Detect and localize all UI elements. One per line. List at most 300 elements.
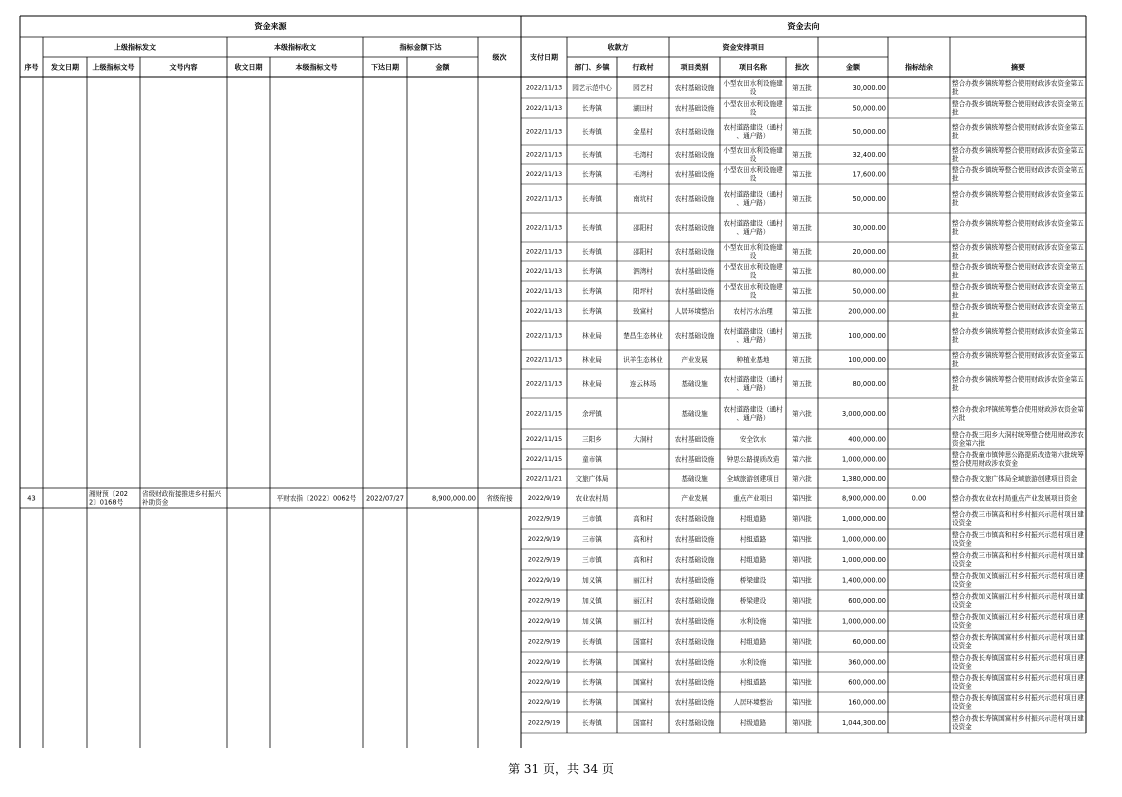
project-type: 农村基础设施 — [674, 247, 715, 256]
payee-dept: 林业局 — [582, 379, 602, 388]
amount-title: 指标金额下达 — [399, 43, 442, 52]
summary: 整合办拨乡镇统筹整合使用财政涉农资金第五 — [952, 243, 1084, 252]
summary — [952, 510, 1084, 527]
payee-village: 国富村 — [633, 637, 653, 646]
project-type — [675, 103, 715, 112]
pay-date: 2022/11/13 — [525, 105, 563, 113]
project-type — [675, 434, 715, 443]
payee-village: 园艺村 — [633, 83, 653, 92]
source-title: 资金来源 — [254, 22, 287, 32]
pay-amount: 30,000.00 — [852, 223, 886, 232]
pay-amount — [848, 435, 886, 443]
dest-title: 资金去向 — [787, 22, 820, 32]
summary: 整合办拨文旅广体局全域旅游创建项目资金 — [952, 474, 1078, 483]
pay-amount — [848, 332, 886, 340]
batch: 第四批 — [792, 514, 812, 523]
project-name: 种植业基地 — [736, 355, 770, 364]
payee-dept: 长寿镇 — [582, 194, 602, 203]
page-footer: 第 31 页，共 34 页 — [508, 762, 614, 776]
project-name — [733, 697, 773, 706]
summary — [952, 714, 1084, 731]
payee-dept: 长寿镇 — [582, 698, 602, 707]
project-title — [723, 42, 765, 51]
project-name — [723, 375, 783, 392]
project-name: 全域旅游创建项目 — [726, 474, 780, 483]
project-name: 、通户路） — [736, 383, 770, 392]
pay-date: 2022/9/19 — [527, 659, 561, 667]
pay-amount — [852, 267, 886, 275]
pay-amount: 30,000.00 — [852, 83, 886, 92]
batch: 第四批 — [792, 617, 812, 626]
upper-doc-number: 湘财预〔202 — [89, 490, 128, 499]
down-date: 2022/07/27 — [365, 494, 405, 503]
payee-village: 国富村 — [633, 658, 653, 667]
pay-date: 2022/9/19 — [527, 679, 561, 687]
pay-date: 2022/11/13 — [525, 151, 563, 159]
batch: 第五批 — [792, 379, 812, 388]
batch — [792, 379, 812, 388]
project-name: 设 — [749, 291, 757, 300]
project-type — [675, 697, 715, 706]
pay-amount — [842, 455, 886, 463]
summary — [952, 219, 1084, 236]
project-type — [675, 194, 715, 203]
pay-amount — [842, 535, 886, 543]
payee-village — [633, 555, 653, 564]
pay-date — [528, 557, 560, 564]
batch: 第四批 — [792, 596, 812, 605]
payee-dept — [582, 637, 602, 646]
batch: 第四批 — [792, 576, 812, 585]
pay-date — [526, 308, 562, 315]
summary: 批 — [952, 359, 959, 368]
project-name — [723, 123, 783, 140]
pay-date: 2022/9/19 — [527, 577, 561, 585]
project-name — [740, 657, 767, 666]
batch: 第五批 — [792, 83, 812, 92]
payee-dept — [572, 83, 612, 92]
pay-date: 2022/11/13 — [525, 380, 563, 388]
project-type — [675, 247, 715, 256]
payee-village: 丽江村 — [633, 617, 653, 626]
project-name: 小型农田水利设施建 — [723, 283, 783, 292]
pay-date — [528, 639, 560, 646]
project-type: 农村基础设施 — [674, 514, 715, 523]
project-type — [681, 493, 708, 502]
project-name — [740, 596, 767, 605]
pay-amount: 50,000.00 — [852, 287, 886, 296]
batch: 第四批 — [792, 658, 812, 667]
payee-village — [633, 657, 653, 666]
summary: 批 — [952, 227, 959, 236]
project-name: 、通户路） — [736, 413, 770, 422]
project-name: 小型农田水利设施建 — [723, 79, 783, 88]
batch: 第五批 — [792, 287, 812, 296]
project-type — [675, 169, 715, 178]
batch — [792, 616, 812, 625]
batch: 第五批 — [792, 104, 812, 113]
project-name: 安全饮水 — [739, 435, 767, 444]
project-name: 村级道路 — [739, 718, 767, 727]
pay-amount — [852, 128, 886, 136]
pay-amount — [848, 678, 886, 686]
summary: 整合办拨乡镇统筹整合使用财政涉农资金第五 — [952, 100, 1084, 109]
pay-amount — [852, 287, 886, 295]
pay-amount — [842, 576, 886, 584]
payee-dept: 长寿镇 — [582, 637, 602, 646]
summary: 整合办拨乡镇统筹整合使用财政涉农资金第五 — [952, 375, 1084, 384]
summary: 六批 — [952, 413, 966, 422]
pay-date: 2022/11/13 — [525, 84, 563, 92]
summary: 设资金 — [952, 621, 972, 630]
project-type — [681, 355, 708, 364]
project-name: 设 — [749, 251, 757, 260]
batch — [792, 194, 812, 203]
payee-village — [623, 355, 663, 364]
pay-date — [528, 659, 560, 666]
pay-amount: 3,000,000.00 — [841, 409, 886, 418]
project-name — [723, 146, 783, 163]
payee-village: 阳坪村 — [633, 287, 653, 296]
pay-date — [526, 85, 562, 92]
summary — [952, 493, 1078, 502]
source-amount: 8,900,000.00 — [431, 494, 476, 503]
payee-village — [633, 306, 653, 315]
pay-amount: 1,400,000.00 — [841, 576, 886, 585]
pay-amount: 400,000.00 — [848, 435, 886, 444]
project-name: 、通户路） — [736, 131, 770, 140]
project-type — [681, 474, 708, 483]
pay-amount — [842, 475, 886, 483]
column-header: 上级指标文号 — [92, 63, 135, 72]
column-header: 收文日期 — [234, 63, 263, 72]
summary — [952, 99, 1084, 116]
column-header: 项目名称 — [739, 63, 767, 72]
payee-title: 收款方 — [607, 43, 629, 52]
batch — [792, 127, 812, 136]
payee-dept: 长寿镇 — [582, 307, 602, 316]
payee-village: 识羊生态林业 — [623, 355, 663, 364]
project-type — [675, 150, 715, 159]
amount-title — [399, 42, 442, 51]
summary: 整合办拨加义镇丽江村乡村振兴示范村项目建 — [952, 613, 1084, 622]
project-type: 人居环境整治 — [674, 307, 715, 316]
project-type — [675, 616, 715, 625]
batch — [792, 409, 812, 418]
payee-dept — [582, 306, 602, 315]
column-header — [1010, 62, 1025, 71]
payee-village: 高和村 — [633, 535, 653, 544]
column-header: 项目类别 — [680, 63, 709, 72]
project-type — [681, 409, 708, 418]
payee-village — [633, 718, 653, 727]
seq-number — [27, 494, 35, 502]
payee-dept: 加义镇 — [582, 617, 602, 626]
summary — [952, 405, 1084, 422]
summary: 整合办拨长寿镇国富村乡村振兴示范村项目建 — [952, 694, 1084, 703]
payee-village: 高和村 — [633, 555, 653, 564]
project-type — [675, 534, 715, 543]
column-header: 摘要 — [1011, 63, 1025, 72]
level-value: 省级衔接 — [486, 494, 513, 503]
payee-village: 大洞村 — [633, 435, 653, 444]
summary: 批 — [952, 271, 959, 280]
payee-village — [633, 596, 653, 605]
summary — [952, 123, 1084, 140]
column-header — [25, 62, 39, 71]
payee-dept — [582, 677, 602, 686]
seq-number: 43 — [27, 494, 36, 503]
pay-amount — [842, 494, 886, 502]
summary: 资金第六批 — [952, 439, 985, 448]
pay-date — [528, 598, 560, 605]
payee-dept — [582, 555, 602, 564]
payee-village — [630, 379, 657, 388]
pay-amount: 80,000.00 — [852, 379, 886, 388]
project-name: 设 — [749, 174, 757, 183]
payee-village — [633, 150, 653, 159]
project-type — [675, 266, 715, 275]
project-type: 农村基础设施 — [674, 637, 715, 646]
source-amount — [432, 494, 476, 502]
local-doc-number: 平财农指〔2022〕0062号 — [276, 494, 357, 503]
payee-dept — [582, 286, 602, 295]
project-name: 村组道路 — [739, 678, 767, 687]
payee-village — [633, 169, 653, 178]
column-header — [296, 62, 338, 71]
payee-dept: 文旅广体局 — [575, 474, 609, 483]
project-type: 农村基础设施 — [674, 617, 715, 626]
summary: 整合办拨长寿镇国富村乡村振兴示范村项目建 — [952, 714, 1084, 723]
pay-date-header — [530, 52, 558, 61]
source-title — [255, 21, 288, 31]
summary — [952, 282, 1084, 299]
summary: 整合办拨三阳乡大洞村统筹整合使用财政涉农 — [952, 431, 1084, 440]
payee-dept — [582, 103, 602, 112]
pay-amount — [852, 151, 886, 159]
project-name: 农村道路建设（通村 — [723, 219, 783, 228]
payee-dept: 长寿镇 — [582, 267, 602, 276]
project-title: 资金安排项目 — [722, 43, 765, 52]
summary — [952, 165, 1084, 182]
payee-dept — [582, 616, 602, 625]
project-name: 农村道路建设（通村 — [723, 190, 783, 199]
payee-dept: 三市镇 — [582, 514, 602, 523]
project-type — [675, 286, 715, 295]
project-name: 桥梁建设 — [739, 596, 767, 605]
batch — [792, 286, 812, 295]
pay-date — [526, 225, 562, 232]
project-name — [733, 493, 773, 502]
project-name: 桥梁建设 — [739, 576, 767, 585]
payee-village — [633, 266, 653, 275]
project-name — [740, 677, 767, 686]
column-header — [50, 62, 79, 71]
payee-village: 泗湾村 — [633, 267, 653, 276]
project-type — [675, 596, 715, 605]
pay-date — [526, 171, 562, 178]
project-type — [675, 83, 715, 92]
project-type: 农村基础设施 — [674, 150, 715, 159]
pay-date: 2022/11/15 — [525, 456, 563, 464]
project-type — [675, 555, 715, 564]
summary: 批 — [952, 291, 959, 300]
pay-amount — [848, 597, 886, 605]
pay-amount — [842, 617, 886, 625]
payee-dept: 长寿镇 — [582, 287, 602, 296]
column-header — [93, 62, 135, 71]
pay-amount: 600,000.00 — [848, 678, 886, 687]
project-name: 小型农田水利设施建 — [723, 146, 783, 155]
pay-amount — [852, 84, 886, 92]
summary: 整合办拨乡镇统筹整合使用财政涉农资金第五 — [952, 79, 1084, 88]
summary: 整合办拨乡镇统筹整合使用财政涉农资金第五 — [952, 123, 1084, 132]
summary: 设资金 — [952, 559, 972, 568]
pay-date: 2022/9/19 — [527, 699, 561, 707]
level-header — [493, 52, 507, 61]
summary: 设资金 — [952, 641, 972, 650]
pay-amount: 1,000,000.00 — [841, 617, 886, 626]
project-name — [723, 99, 783, 116]
payee-village — [633, 697, 653, 706]
doc-content: 省级财政衔接推进乡村振兴 — [142, 490, 222, 499]
column-header: 下达日期 — [371, 63, 399, 72]
summary — [952, 243, 1084, 260]
pay-amount: 50,000.00 — [852, 194, 886, 203]
project-name — [723, 327, 783, 344]
payee-village — [633, 286, 653, 295]
pay-amount: 50,000.00 — [852, 104, 886, 113]
batch: 第六批 — [792, 409, 812, 418]
batch — [792, 434, 812, 443]
level-value — [486, 493, 513, 502]
column-header — [904, 62, 933, 71]
project-type: 基础设施 — [681, 409, 708, 418]
project-name — [740, 637, 767, 646]
balance-value: 0.00 — [911, 494, 927, 503]
payee-dept: 加义镇 — [582, 576, 602, 585]
column-header — [235, 62, 263, 71]
pay-amount: 17,600.00 — [852, 170, 886, 179]
pay-amount — [842, 556, 886, 564]
project-name: 农村道路建设（通村 — [723, 405, 783, 414]
batch — [792, 575, 812, 584]
summary — [952, 302, 1084, 319]
pay-date — [526, 268, 562, 275]
batch — [792, 555, 812, 564]
pay-date — [528, 516, 560, 523]
summary — [952, 551, 1084, 568]
project-name: 小型农田水利设施建 — [723, 100, 783, 109]
summary: 整合办拨长寿镇国富村乡村振兴示范村项目建 — [952, 654, 1084, 663]
payee-village: 国富村 — [633, 698, 653, 707]
payee-village: 连云林场 — [629, 379, 657, 388]
payee-village — [633, 637, 653, 646]
column-header: 金额 — [846, 63, 860, 72]
payee-village — [633, 677, 653, 686]
column-header: 批次 — [795, 63, 809, 72]
summary: 批 — [952, 311, 959, 320]
project-name: 村组道路 — [739, 637, 767, 646]
project-name — [723, 282, 783, 299]
pay-amount — [842, 719, 886, 727]
batch: 第五批 — [792, 127, 812, 136]
pay-date — [526, 288, 562, 295]
summary: 整合办拨乡镇统筹整合使用财政涉农资金第五 — [952, 351, 1084, 360]
summary — [952, 262, 1084, 279]
batch — [792, 637, 812, 646]
project-type — [675, 657, 715, 666]
pay-amount: 1,000,000.00 — [841, 514, 886, 523]
pay-date: 2022/11/15 — [525, 436, 563, 444]
project-type — [675, 514, 715, 523]
payee-dept: 三市镇 — [582, 555, 602, 564]
summary: 整合办拨乡镇统筹整合使用财政涉农资金第五 — [952, 219, 1084, 228]
project-name — [723, 219, 783, 236]
project-name — [723, 79, 783, 96]
pay-date-header: 支付日期 — [530, 53, 558, 62]
summary: 批 — [952, 174, 959, 183]
project-type — [675, 306, 715, 315]
summary: 批 — [952, 251, 959, 260]
summary: 批 — [952, 335, 959, 344]
project-type: 农村基础设施 — [674, 170, 715, 179]
pay-amount: 20,000.00 — [852, 247, 886, 256]
batch: 第五批 — [792, 150, 812, 159]
doc-content: 补助资金 — [142, 498, 169, 507]
pay-date — [528, 495, 560, 502]
pay-amount: 160,000.00 — [848, 698, 886, 707]
project-type — [675, 331, 715, 340]
project-name: 农村污水治理 — [733, 307, 773, 316]
summary: 整合办拨长寿镇国富村乡村振兴示范村项目建 — [952, 633, 1084, 642]
pay-date — [526, 357, 562, 364]
payee-village — [633, 534, 653, 543]
payee-village — [633, 247, 653, 256]
project-name — [723, 243, 783, 260]
pay-amount: 1,380,000.00 — [841, 474, 886, 483]
column-header — [739, 62, 768, 71]
summary: 整合办拨童市镇钟思公路提质改造第六批统筹 — [952, 451, 1084, 460]
project-name — [740, 575, 767, 584]
down-date — [366, 494, 404, 502]
summary: 整合办拨乡镇统筹整合使用财政涉农资金第五 — [952, 166, 1084, 175]
payee-dept — [582, 223, 602, 232]
pay-amount — [852, 224, 886, 232]
batch — [792, 83, 812, 92]
pay-amount: 1,044,300.00 — [841, 718, 886, 727]
payee-village — [633, 575, 653, 584]
batch: 第五批 — [792, 247, 812, 256]
batch — [792, 306, 812, 315]
payee-village: 国富村 — [633, 718, 653, 727]
payee-dept: 农业农村局 — [575, 494, 609, 503]
batch: 第六批 — [792, 435, 812, 444]
batch: 第六批 — [792, 455, 812, 464]
pay-amount: 1,000,000.00 — [841, 455, 886, 464]
pay-date: 2022/11/21 — [525, 475, 563, 483]
pay-date: 2022/11/13 — [525, 356, 563, 364]
pay-date: 2022/9/19 — [527, 515, 561, 523]
batch: 第四批 — [792, 678, 812, 687]
pay-date — [528, 577, 560, 584]
payee-dept: 园艺示范中心 — [572, 83, 612, 92]
upper-doc-number: 2〕0168号 — [89, 498, 124, 507]
payee-dept — [582, 409, 602, 418]
project-name: 小型农田水利设施建 — [723, 166, 783, 175]
pay-amount: 8,900,000.00 — [841, 494, 886, 503]
pay-date — [528, 699, 560, 706]
